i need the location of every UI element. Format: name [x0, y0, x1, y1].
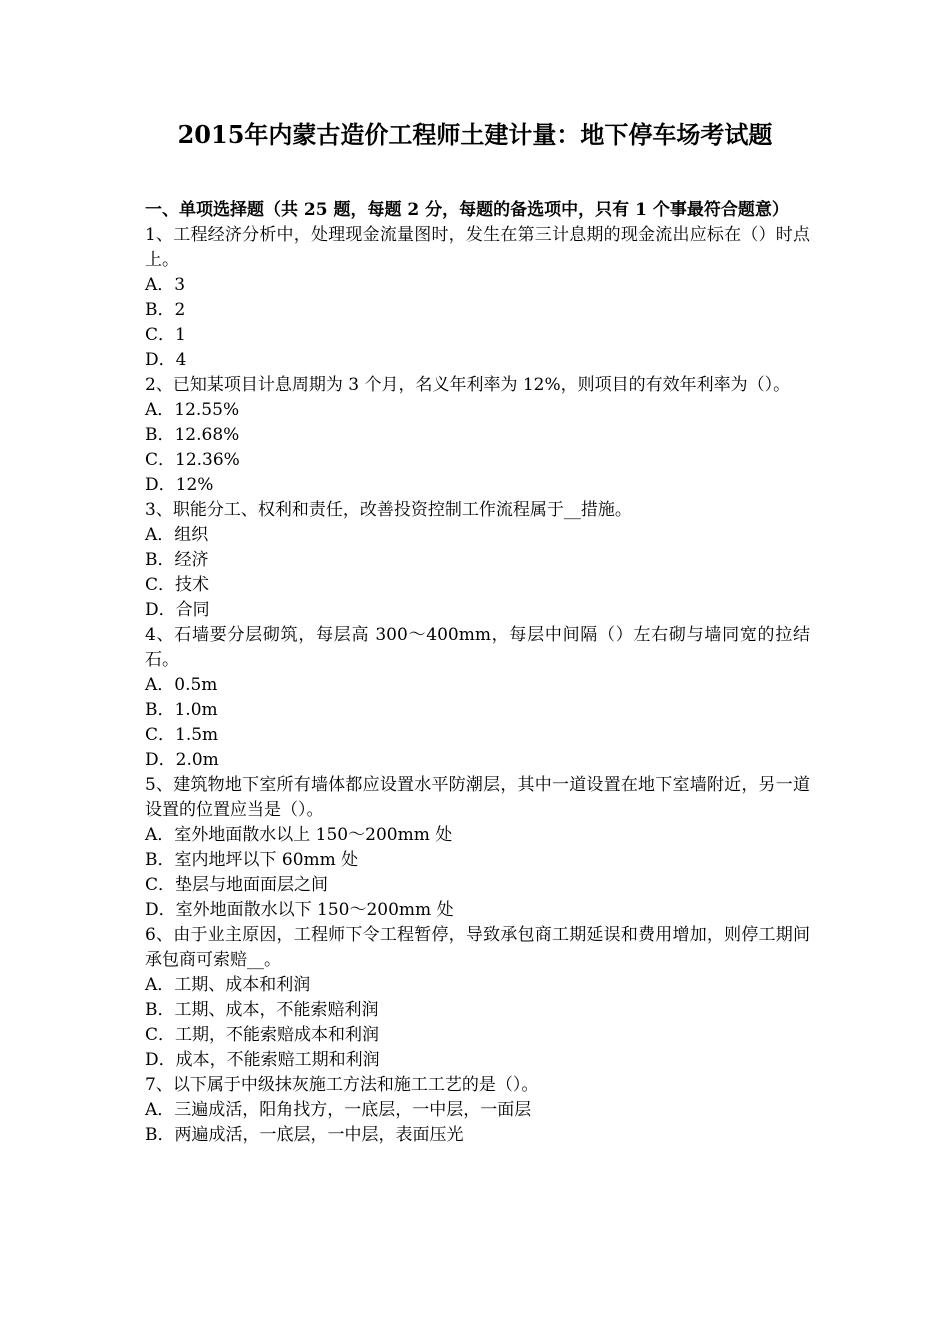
section-heading: 一、单项选择题（共 25 题，每题 2 分，每题的备选项中，只有 1 个事最符合题意）: [145, 200, 789, 220]
option-b: B．经济: [145, 550, 209, 570]
option-b: B．工期、成本，不能索赔利润: [145, 1000, 379, 1020]
option-a: A．工期、成本和利润: [145, 975, 311, 995]
question-5: [145, 773, 810, 923]
question-text: 3、职能分工、权利和责任，改善投资控制工作流程属于__措施。: [145, 500, 632, 520]
question-text: 1、工程经济分析中，处理现金流量图时，发生在第三计息期的现金流出应标在（）时点上。: [145, 225, 810, 270]
question-text: 5、建筑物地下室所有墙体都应设置水平防潮层，其中一道设置在地下室墙附近，另一道设置的位置应当是（）。: [145, 775, 810, 820]
question-text: 4、石墙要分层砌筑，每层高 300～400mm，每层中间隔（）左右砌与墙同宽的拉结石。: [145, 625, 810, 670]
option-a: A．组织: [145, 525, 209, 545]
option-d: D．2.0m: [145, 750, 219, 770]
question-7: [145, 1073, 810, 1148]
question-text: 2、已知某项目计息周期为 3 个月，名义年利率为 12%，则项目的有效年利率为（）。: [145, 375, 791, 395]
option-a: A．3: [145, 275, 186, 295]
document-title: 2015年内蒙古造价工程师土建计量：地下停车场考试题: [177, 120, 773, 149]
option-a: A．三遍成活，阳角找方，一底层，一中层，一面层: [145, 1100, 532, 1120]
option-d: D．4: [145, 350, 187, 370]
option-c: C．12.36%: [145, 450, 240, 470]
option-c: C．工期，不能索赔成本和利润: [145, 1025, 380, 1045]
question-text: 6、由于业主原因，工程师下令工程暂停，导致承包商工期延误和费用增加，则停工期间承包商可索赔__。: [145, 925, 810, 970]
option-b: B．两遍成活，一底层，一中层，表面压光: [145, 1125, 464, 1145]
option-c: C．1.5m: [145, 725, 219, 745]
option-b: B．2: [145, 300, 186, 320]
option-d: D．室外地面散水以下 150～200mm 处: [145, 900, 454, 920]
question-2: [145, 373, 810, 498]
option-a: A．室外地面散水以上 150～200mm 处: [145, 825, 453, 845]
question-1: [145, 223, 810, 373]
option-a: A．0.5m: [145, 675, 218, 695]
option-d: D．合同: [145, 600, 210, 620]
option-c: C．1: [145, 325, 186, 345]
question-4: [145, 623, 810, 773]
question-3: [145, 498, 810, 623]
question-6: [145, 923, 810, 1073]
option-a: A．12.55%: [145, 400, 240, 420]
question-text: 7、以下属于中级抹灰施工方法和施工工艺的是（）。: [145, 1075, 539, 1095]
option-d: D．12%: [145, 475, 214, 495]
option-c: C．垫层与地面面层之间: [145, 875, 329, 895]
option-c: C．技术: [145, 575, 210, 595]
option-d: D．成本，不能索赔工期和利润: [145, 1050, 380, 1070]
option-b: B．室内地坪以下 60mm 处: [145, 850, 359, 870]
option-b: B．12.68%: [145, 425, 240, 445]
option-b: B．1.0m: [145, 700, 218, 720]
document-body: [145, 198, 810, 1148]
